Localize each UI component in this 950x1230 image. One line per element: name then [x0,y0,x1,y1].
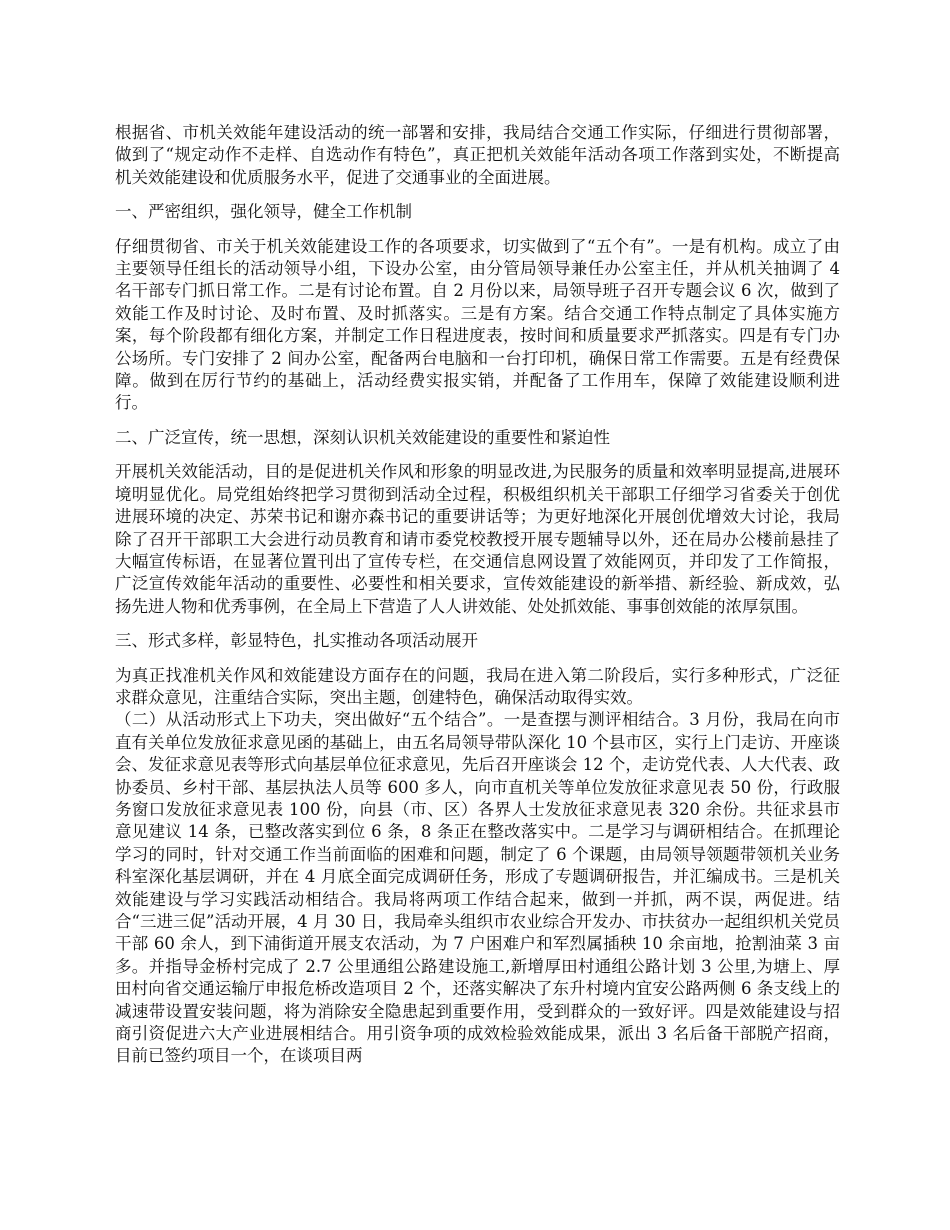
section-1-paragraph: 仔细贯彻省、市关于机关效能建设工作的各项要求，切实做到了“五个有”。一是有机构。成立了由主要领导任组长的活动领导小组，下设办公室，由分管局领导兼任办公室主任，并从机关抽调了 4 名干部专门抓日常工作。二是有讨论布置。自 2 月份以来，局领导班子召开专题会议 6 次，做到了效能工作及时讨论、及时布置、及时抓落实。三是有方案。结合交通工作特点制定了具体实施方案，每个阶段都有细化方案，并制定工作日程进度表，按时间和质量要求严抓落实。四是有专门办公场所。专门安排了 2 间办公室，配备两台电脑和一台打印机，确保日常工作需要。五是有经费保障。做到在厉行节约的基础上，活动经费实报实销，并配备了工作用车，保障了效能建设顺利进行。 [115,236,840,413]
section-2-heading: 二、广泛宣传，统一思想，深刻认识机关效能建设的重要性和紧迫性 [115,427,610,447]
section-1-heading: 一、严密组织，强化领导，健全工作机制 [115,202,412,222]
section-3-paragraph-2: （二）从活动形式上下功夫，突出做好“五个结合”。一是查摆与测评相结合。3 月份，我局在向市直有关单位发放征求意见函的基础上，由五名局领导带队深化 10 个县市区，实行上门走访、开座谈会、发征求意见表等形式向基层单位征求意见，先后召开座谈会 12 个，走访党代表、人大代表、政协委员、乡村干部、基层执法人员等 600 多人，向市直机关等单位发放征求意见表 50 份，行政服务窗口发放征求意见表 100 份，向县（市、区）各界人士发放征求意见表 320 余份。共征求县市意见建议 14 条，已整改落实到位 6 条，8 条正在整改落实中。二是学习与调研相结合。在抓理论学习的同时，针对交通工作当前面临的困难和问题，制定了 6 个课题，由局领导领题带领机关业务科室深化基层调研，并在 4 月底全面完成调研任务，形成了专题调研报告，并汇编成书。三是机关效能建设与学习实践活动相结合。我局将两项工作结合起来，做到一并抓，两不误，两促进。结合“三进三促”活动开展，4 月 30 日，我局牵头组织市农业综合开发办、市扶贫办一起组织机关党员干部 60 余人，到下浦街道开展支农活动，为 7 户困难户和军烈属插秧 10 余亩地，抢割油菜 3 亩多。并指导金桥村完成了 2.7 公里通组公路建设施工,新增厚田村通组公路计划 3 公里,为塘上、厚田村向省交通运输厅申报危桥改造项目 2 个，还落实解决了东升村境内宜安公路两侧 6 条支线上的减速带设置安装问题，将为消除安全隐患起到重要作用，受到群众的一致好评。四是效能建设与招商引资促进六大产业进展相结合。用引资争项的成效检验效能成果，派出 3 名后备干部脱产招商，目前已签约项目一个，在谈项目两 [115,710,840,1066]
section-3-paragraph-1: 为真正找准机关作风和效能建设方面存在的问题，我局在进入第二阶段后，实行多种形式，广泛征求群众意见，注重结合实际，突出主题，创建特色，确保活动取得实效。 [115,665,840,707]
section-2-paragraph: 开展机关效能活动，目的是促进机关作风和形象的明显改进,为民服务的质量和效率明显提高,进展环境明显优化。局党组始终把学习贯彻到活动全过程，积极组织机关干部职工仔细学习省委关于创优进展环境的决定、苏荣书记和谢亦森书记的重要讲话等；为更好地深化开展创优增效大讨论，我局除了召开干部职工大会进行动员教育和请市委党校教授开展专题辅导以外，还在局办公楼前悬挂了大幅宣传标语，在显著位置刊出了宣传专栏，在交通信息网设置了效能网页，并印发了工作简报，广泛宣传效能年活动的重要性、必要性和相关要求，宣传效能建设的新举措、新经验、新成效，弘扬先进人物和优秀事例，在全局上下营造了人人讲效能、处处抓效能、事事创效能的浓厚氛围。 [115,462,840,616]
section-3-heading: 三、形式多样，彰显特色，扎实推动各项活动展开 [115,631,478,651]
intro-paragraph: 根据省、市机关效能年建设活动的统一部署和安排，我局结合交通工作实际，仔细进行贯彻部署，做到了“规定动作不走样、自选动作有特色”，真正把机关效能年活动各项工作落到实处，不断提高机关效能建设和优质服务水平，促进了交通事业的全面进展。 [115,123,840,187]
document-body [115,122,840,1068]
